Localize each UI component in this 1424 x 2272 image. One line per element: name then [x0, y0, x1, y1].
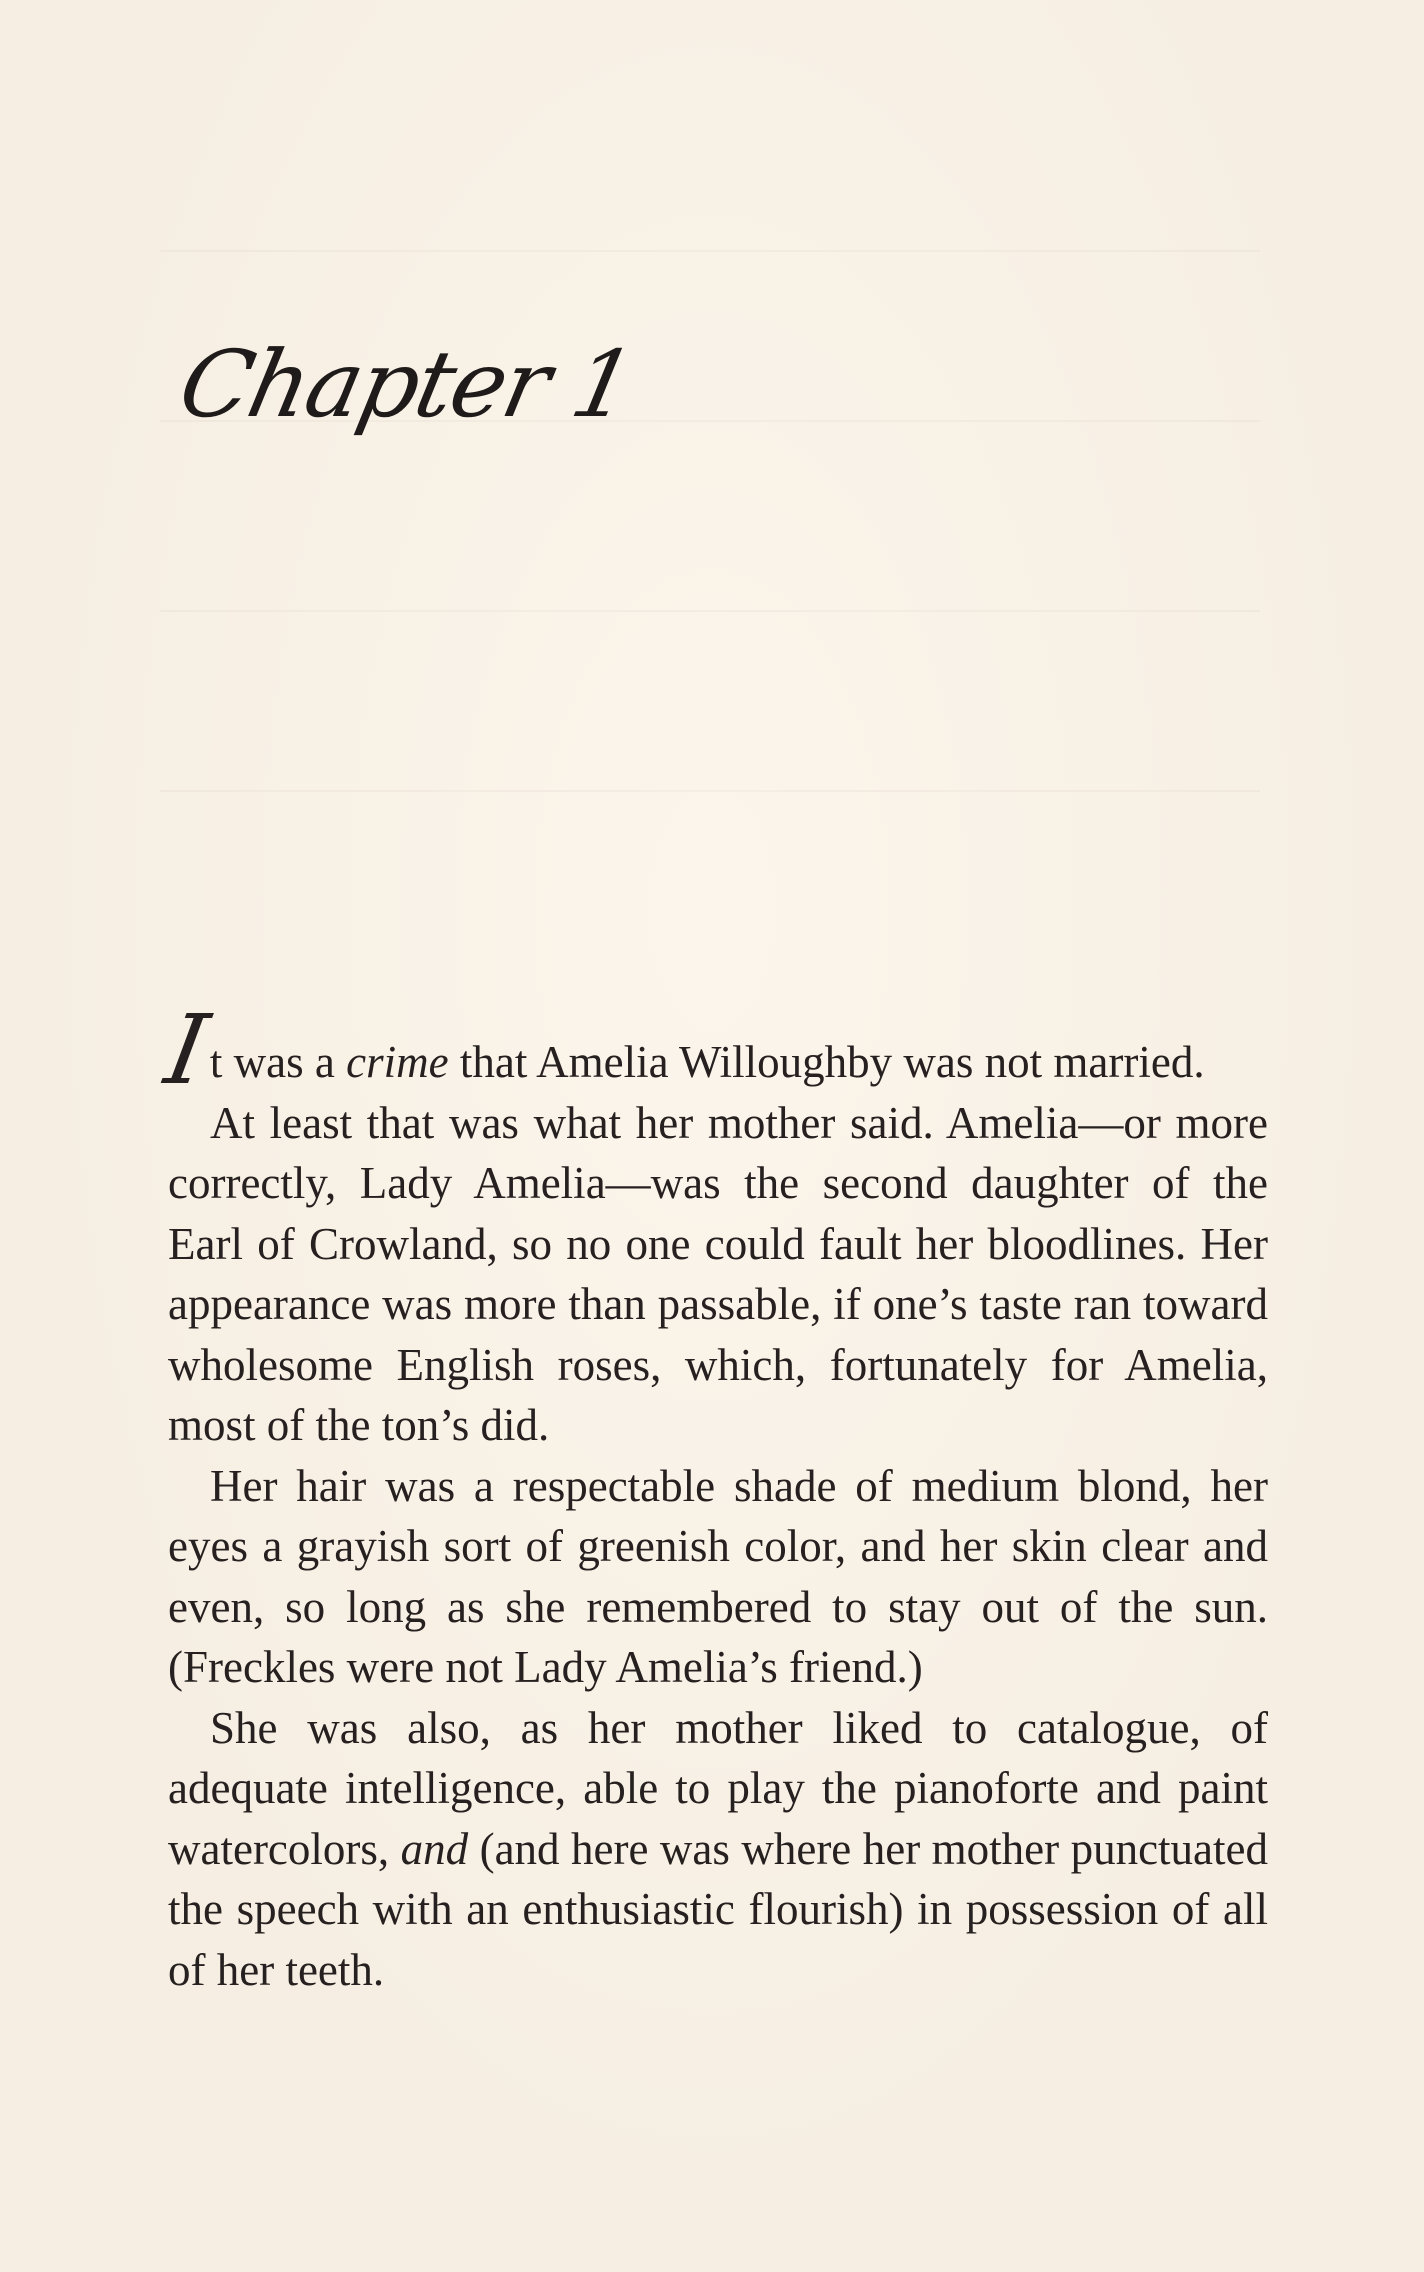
paragraph-1-lead: t was a	[209, 1037, 347, 1087]
show-through-line	[160, 790, 1260, 792]
paragraph-2: At least that was what her mother said. Amelia—or more correctly, Lady Amelia—was the second daughter of the Earl of Crowland, so no one could fault her bloodlines. Her appearance was more than passable, if one’s taste ran toward wholesome English roses, which, fortunately for Amelia, most of the ton’s did.	[168, 1097, 1268, 1450]
paragraph-1-emphasis: crime	[346, 1037, 449, 1087]
paragraph-4-emphasis: and	[400, 1823, 469, 1874]
body-text	[158, 994, 1268, 2000]
paragraph-3: Her hair was a respectable shade of medium blond, her eyes a grayish sort of greenish color, and her skin clear and even, so long as she remembered to stay out of the sun. (Freckles were not Lady Amelia’s friend.)	[168, 1460, 1268, 1692]
paragraph-1	[158, 994, 1268, 1106]
show-through-line	[160, 250, 1260, 252]
paragraph-1-rest: that Amelia Willoughby was not married.	[448, 1037, 1205, 1087]
paragraph-4-lead: She was also, as her mother liked to catalogue, of adequate intelligence, able to play the pianoforte and paint watercolors,	[168, 1702, 1268, 1874]
paragraph-4	[168, 1698, 1268, 2001]
chapter-heading: Chapter 1	[170, 331, 642, 438]
drop-cap: I	[158, 994, 216, 1106]
paragraph-4-rest: (and here was where her mother punctuated the speech with an enthusiastic flourish) in possession of all of her teeth.	[168, 1823, 1268, 1995]
show-through-line	[160, 610, 1260, 612]
